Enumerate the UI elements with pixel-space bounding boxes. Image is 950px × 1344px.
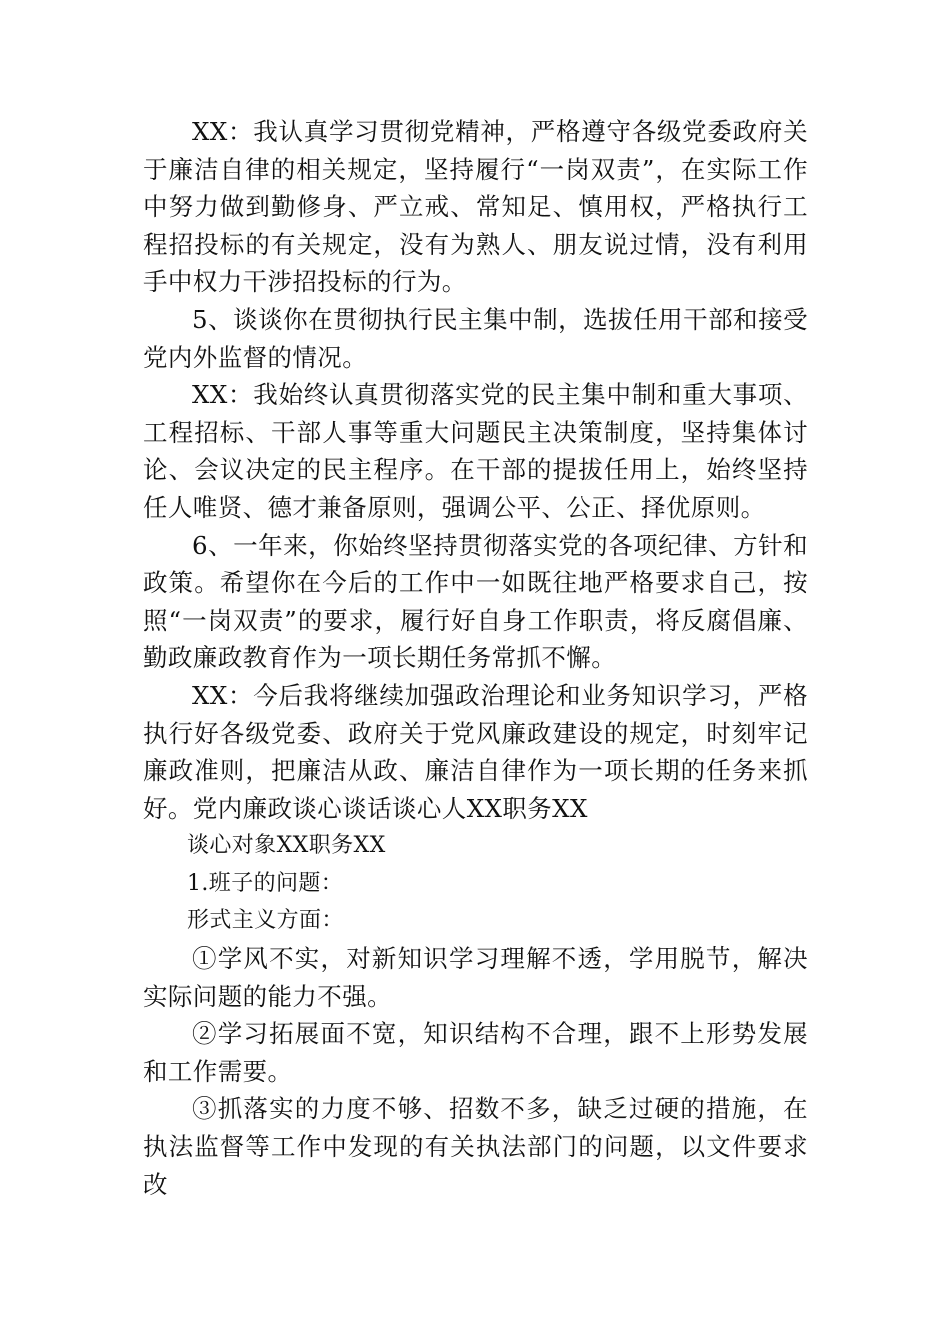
paragraph-9: ①学风不实，对新知识学习理解不透，学用脱节，解决实际问题的能力不强。 (143, 944, 808, 1011)
paragraph-2: 5、谈谈你在贯彻执行民主集中制，选拔任用干部和接受党内外监督的情况。 (143, 304, 808, 372)
paragraph-10: ②学习拓展面不宽，知识结构不合理，跟不上形势发展和工作需要。 (143, 1019, 808, 1086)
paragraph-11: ③抓落实的力度不够、招数不多，缺乏过硬的措施，在执法监督等工作中发现的有关执法部门的问题，以文件要求改 (143, 1094, 808, 1199)
paragraph-4: 6、一年来，你始终坚持贯彻落实党的各项纪律、方针和政策。希望你在今后的工作中一如既往地严格要求自己，按照“一岗双责”的要求，履行好自身工作职责，将反腐倡廉、勤政廉政教育作为一项长期任务常抓不懈。 (143, 530, 808, 673)
paragraph-7: 1.班子的问题： (187, 870, 344, 896)
paragraph-3: XX：我始终认真贯彻落实党的民主集中制和重大事项、工程招标、干部人事等重大问题民主决策制度，坚持集体讨论、会议决定的民主程序。在干部的提拔任用上，始终坚持任人唯贤、德才兼备原则，强调公平、公正、择优原则。 (143, 380, 808, 522)
paragraph-6: 谈心对象XX职务XX (187, 833, 386, 859)
paragraph-5: XX：今后我将继续加强政治理论和业务知识学习，严格执行好各级党委、政府关于党风廉政建设的规定，时刻牢记廉政准则，把廉洁从政、廉洁自律作为一项长期的任务来抓好。党内廉政谈心谈话谈心人XX职务XX (143, 680, 808, 823)
paragraph-1: XX：我认真学习贯彻党精神，严格遵守各级党委政府关于廉洁自律的相关规定，坚持履行“一岗双责”，在实际工作中努力做到勤修身、严立戒、常知足、慎用权，严格执行工程招投标的有关规定，没有为熟人、朋友说过情，没有利用手中权力干涉招投标的行为。 (143, 117, 808, 297)
document-page (143, 113, 808, 1203)
paragraph-8: 形式主义方面： (187, 908, 344, 934)
